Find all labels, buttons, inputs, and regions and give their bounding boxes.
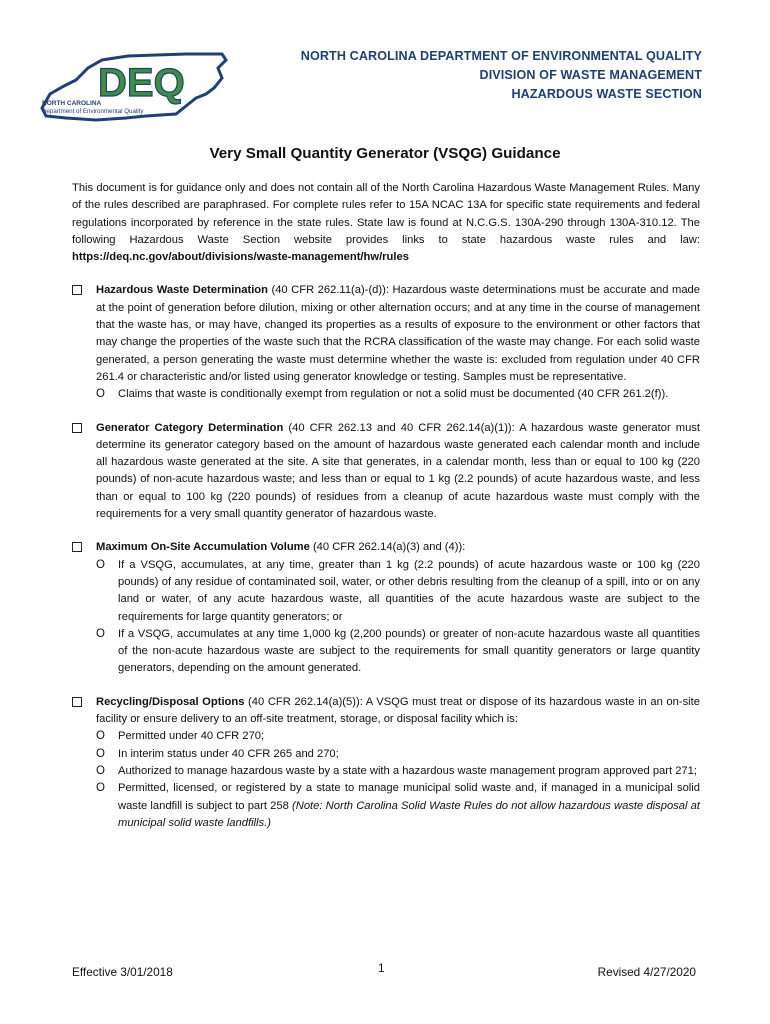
circle-bullet-icon: O (96, 747, 105, 760)
sub-item-text: Authorized to manage hazardous waste by a state with a hazardous waste management program approved part 271; (118, 764, 697, 777)
sub-item-text: Claims that waste is conditionally exempt from regulation or not a solid must be documented (40 CFR 261.2(f)). (118, 388, 669, 401)
sub-item (96, 557, 700, 626)
checkbox-icon[interactable] (72, 423, 82, 433)
header-line-1: NORTH CAROLINA DEPARTMENT OF ENVIRONMENTAL QUALITY (300, 49, 702, 63)
checkbox-icon[interactable] (72, 285, 82, 295)
item-heading: Maximum On-Site Accumulation Volume (96, 541, 310, 554)
checklist-item (72, 539, 700, 677)
header-line-3: HAZARDOUS WASTE SECTION (511, 87, 702, 101)
deq-logo (36, 50, 228, 122)
sub-list (96, 386, 700, 403)
circle-bullet-icon: O (96, 388, 105, 401)
checklist-item (72, 282, 700, 403)
rules-link[interactable]: https://deq.nc.gov/about/divisions/waste-management/hw/rules (72, 251, 409, 264)
deq-logo-letters: DEQ (98, 61, 185, 105)
page-number: 1 (378, 961, 385, 975)
sub-item-text: Permitted under 40 CFR 270; (118, 730, 265, 743)
sub-item (96, 728, 700, 745)
sub-item-text: Permitted, licensed, or registered by a state to manage municipal solid waste and, if managed in a municipal solid waste landfill is subject to part 258 (118, 782, 700, 812)
item-text: (40 CFR 262.13 and 40 CFR 262.14(a)(1)): A hazardous waste generator must determine its generator category based on the amount of hazardous waste generated each calendar month and include all hazardous waste generated at the site. A site that generates, in a calendar month, less than or equal to 100 kg (220 pounds) of non-acute hazardous waste; and less than or equal to 1 kg (2.2 pounds) of acute hazardous waste, and less than or equal to 100 kg (220 pounds) of residues from a cleanup of acute hazardous waste must comply with the requirements for a very small quantity generator of hazardous waste. (96, 421, 700, 521)
sub-item (96, 626, 700, 678)
checkbox-icon[interactable] (72, 542, 82, 552)
item-heading: Hazardous Waste Determination (96, 284, 268, 297)
item-heading: Generator Category Determination (96, 421, 284, 434)
sub-item-note: (Note: North Carolina Solid Waste Rules do not allow hazardous waste disposal at municipal solid waste landfills.) (118, 799, 700, 829)
sub-item-text: If a VSQG, accumulates, at any time, greater than 1 kg (2.2 pounds) of acute hazardous waste or 100 kg (220 pounds) of any residue of contaminated soil, water, or other debris resulting from the cleanup of a spill, into or on any land or water, of any acute hazardous waste, all quantities of the acute hazardous waste are subject to the requirements for large quantity generators; or (118, 558, 700, 623)
sub-item (96, 780, 700, 832)
sub-item (96, 763, 700, 780)
intro-paragraph (72, 180, 700, 266)
sub-list (96, 557, 700, 678)
nc-state-outline-icon (36, 50, 228, 122)
document-body (72, 180, 700, 848)
item-text: (40 CFR 262.14(a)(3) and (4)): (309, 541, 466, 554)
circle-bullet-icon: O (96, 558, 105, 571)
circle-bullet-icon: O (96, 730, 105, 743)
header-line-2: DIVISION OF WASTE MANAGEMENT (479, 68, 702, 82)
effective-date: Effective 3/01/2018 (72, 965, 173, 979)
item-heading: Recycling/Disposal Options (96, 695, 245, 708)
document-title: Very Small Quantity Generator (VSQG) Guidance (209, 145, 561, 162)
logo-line-1: NORTH CAROLINA (42, 100, 102, 107)
circle-bullet-icon: O (96, 764, 105, 777)
checklist-item (72, 694, 700, 832)
circle-bullet-icon: O (96, 782, 105, 795)
item-text: (40 CFR 262.14(a)(5)): A VSQG must treat or dispose of its hazardous waste in an on-site facility or ensure delivery to an off-site treatment, storage, or disposal facility which is: (96, 695, 700, 726)
agency-header (301, 47, 702, 104)
revised-date: Revised 4/27/2020 (597, 965, 696, 979)
sub-item-text: In interim status under 40 CFR 265 and 270; (118, 747, 339, 760)
checklist-item (72, 420, 700, 524)
sub-item (96, 386, 700, 403)
sub-list (96, 728, 700, 832)
sub-item-text: If a VSQG, accumulates at any time 1,000 kg (2,200 pounds) or greater of non-acute hazardous waste all quantities of the non-acute hazardous waste are subject to the requirements for small quantity generators or large quantity generators, depending on the amount generated. (118, 627, 700, 675)
intro-text: This document is for guidance only and does not contain all of the North Carolina Hazardous Waste Management Rules. Many of the rules described are paraphrased. For complete rules refer to 15A NCAC 13A for specific state requirements and federal regulations incorporated by reference in the state rules. State law is found at N.C.G.S. 130A-290 through 130A-310.12. The following Hazardous Waste Section website provides links to state hazardous waste rules and law: (72, 182, 700, 246)
checkbox-icon[interactable] (72, 697, 82, 707)
item-text: (40 CFR 262.11(a)-(d)): Hazardous waste determinations must be accurate and made at the point of generation before dilution, mixing or other alternation occurs; and at any time in the course of management that the waste has, or may have, changed its properties as a results of exposure to the environment or other factors that may change the properties of the waste such that the RCRA classification of the waste may change. For each solid waste generated, a person generating the waste must determine whether the waste is: excluded from regulation under 40 CFR 261.4 or characteristic and/or listed using generator knowledge or testing. Samples must be representative. (96, 284, 700, 383)
sub-item (96, 746, 700, 763)
logo-line-2: Department of Environmental Quality (42, 108, 144, 115)
circle-bullet-icon: O (96, 627, 105, 640)
